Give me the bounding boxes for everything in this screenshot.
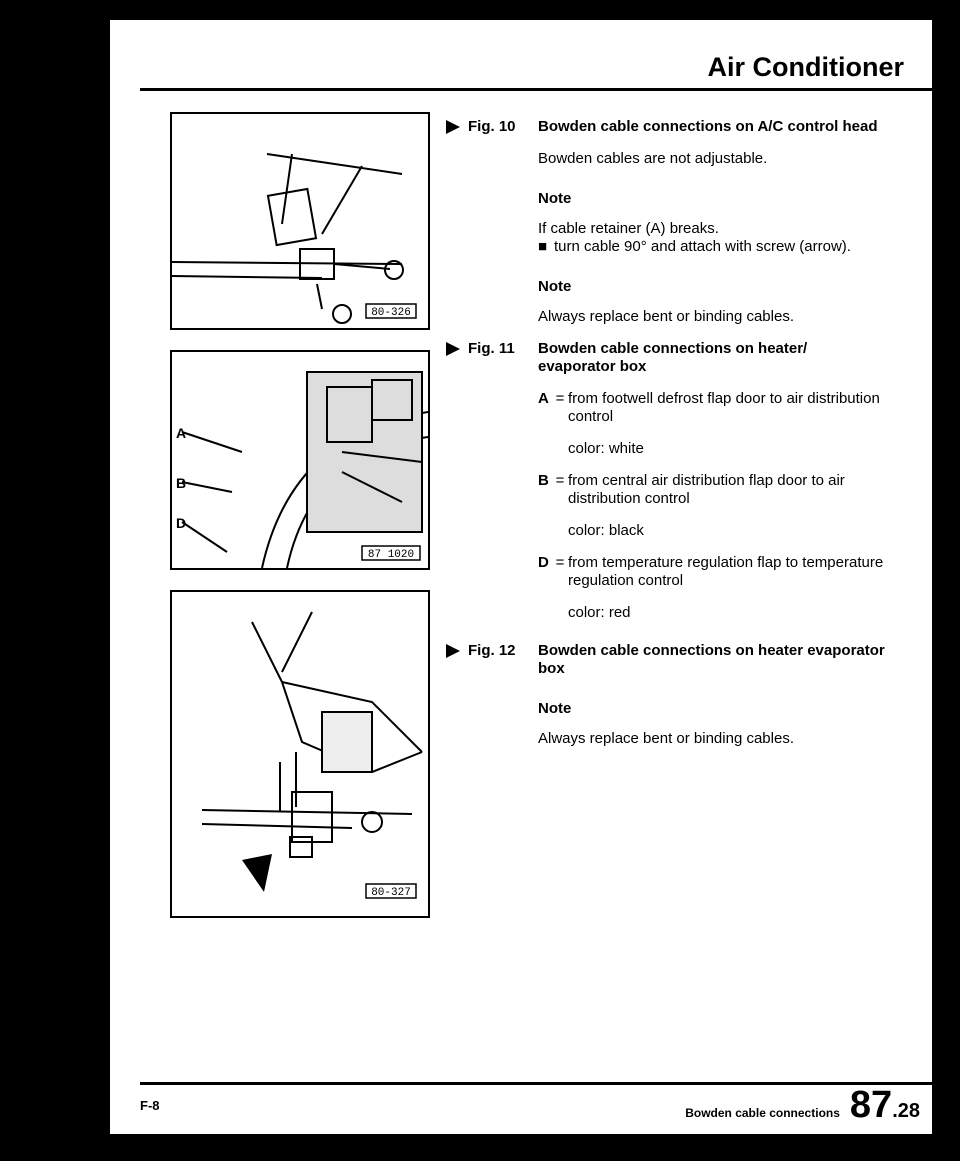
- fig12-label: Fig. 12: [468, 642, 516, 659]
- fig10-title: Bowden cable connections on A/C control head: [538, 118, 878, 135]
- fig10-note2-label: Note: [538, 278, 572, 295]
- fig12-title: Bowden cable connections on heater evaporator box: [538, 642, 885, 677]
- fig11-def-b: B = from central air distribution flap door to air distribution control: [538, 472, 845, 507]
- figure-12-drawing: [172, 592, 428, 916]
- pointer-arrow-icon: [446, 342, 460, 356]
- header-rule: [140, 88, 932, 91]
- fig10-label: Fig. 10: [468, 118, 516, 135]
- fig10-bullet-item: [538, 238, 886, 256]
- pointer-arrow-icon: [446, 120, 460, 134]
- fig11-title: Bowden cable connections on heater/ evaporator box: [538, 340, 808, 375]
- fig10-note2-text: Always replace bent or binding cables.: [538, 308, 794, 325]
- page-title: Air Conditioner: [707, 52, 904, 82]
- fig10-heading: [446, 118, 886, 136]
- content-column: [446, 118, 886, 748]
- manual-page: [110, 20, 932, 1134]
- fig12-note-label: Note: [538, 700, 572, 717]
- footer-section-marker: [685, 1082, 920, 1128]
- footer-section-title: Bowden cable connections: [685, 1106, 840, 1120]
- fig10-bullet-text: turn cable 90° and attach with screw (arrow).: [554, 238, 851, 255]
- fig11-def-d-color: color: red: [568, 604, 631, 621]
- fig12-heading: [446, 642, 886, 678]
- fig11-def-b-color: color: black: [568, 522, 644, 539]
- figure-12-illustration: [170, 590, 430, 918]
- footer-page-number: 87: [849, 1084, 893, 1126]
- figure-11-drawing: [172, 352, 428, 568]
- pointer-arrow-icon: [446, 644, 460, 658]
- fig12-note-text: Always replace bent or binding cables.: [538, 730, 794, 747]
- page-id: F-8: [140, 1098, 160, 1113]
- figure-11-label-b: B: [176, 475, 187, 491]
- bullet-icon: ■: [538, 238, 548, 255]
- footer-page-suffix: .28: [892, 1100, 920, 1122]
- fig10-note-text: If cable retainer (A) breaks.: [538, 220, 719, 237]
- fig11-def-d: D = from temperature regulation flap to temperature regulation control: [538, 554, 884, 589]
- fig11-def-a: A = from footwell defrost flap door to air distribution control: [538, 390, 880, 425]
- figure-11-code: 87 1020: [367, 549, 415, 561]
- figure-10-code: 80-326: [371, 307, 411, 319]
- fig10-text: Bowden cables are not adjustable.: [538, 150, 768, 167]
- figure-11-label-d: D: [176, 515, 187, 531]
- fig10-note-label: Note: [538, 190, 572, 207]
- figure-10-illustration: [170, 112, 430, 330]
- figure-10-drawing: [172, 114, 428, 328]
- fig11-label: Fig. 11: [468, 340, 515, 357]
- figure-12-code: 80-327: [371, 887, 411, 899]
- figure-11-illustration: [170, 350, 430, 570]
- fig11-heading: [446, 340, 886, 376]
- figure-12-arrow-icon: [242, 854, 272, 892]
- figure-11-label-a: A: [176, 425, 187, 441]
- fig11-def-a-color: color: white: [568, 440, 644, 457]
